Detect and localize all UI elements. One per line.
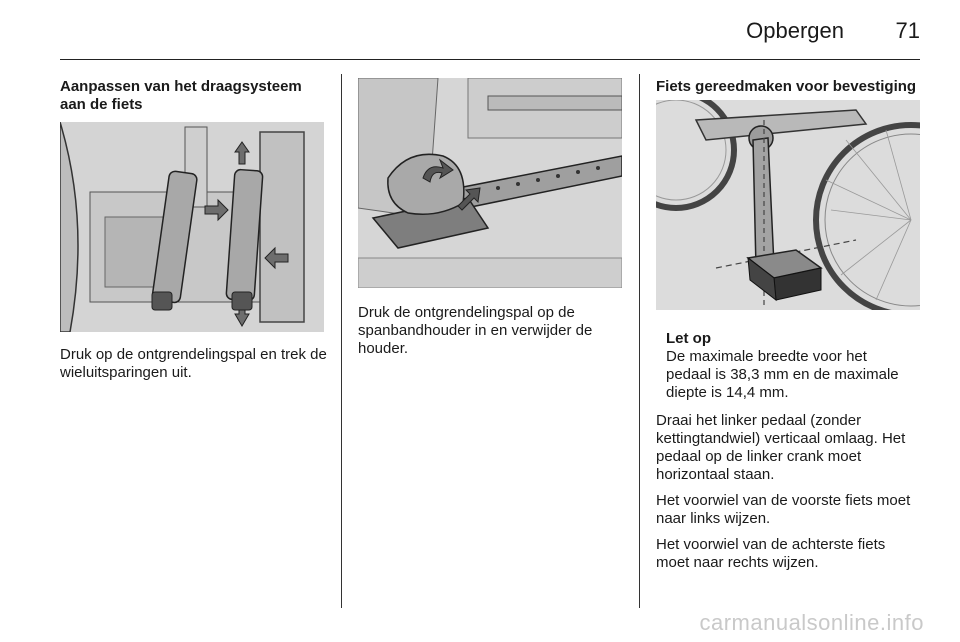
col3-heading: Fiets gereedmaken voor bevestiging bbox=[656, 78, 917, 95]
col3-paragraph-1: Draai het linker pedaal (zonder kettingtandwiel) verticaal omlaag. Het pedaal op de linker crank moet horizontaal staan. bbox=[656, 412, 906, 483]
note-title: Let op bbox=[666, 330, 711, 347]
section-title: Opbergen bbox=[746, 18, 844, 43]
col2-paragraph: Druk de ontgrendelingspal op de spanbandhouder in en verwijder de houder. bbox=[358, 304, 593, 357]
column-3-text bbox=[656, 330, 916, 572]
column-1 bbox=[60, 78, 330, 114]
page-number: 71 bbox=[895, 18, 920, 43]
watermark: carmanualsonline.info bbox=[699, 610, 924, 635]
note-box bbox=[656, 330, 916, 402]
column-divider-1 bbox=[341, 74, 342, 608]
column-1-text bbox=[60, 346, 330, 382]
page-header bbox=[60, 0, 920, 60]
column-3 bbox=[656, 78, 922, 96]
column-2-text bbox=[358, 304, 626, 358]
col1-paragraph: Druk op de ontgrendelingspal en trek de wieluitsparingen uit. bbox=[60, 346, 327, 381]
figure-bike-pedal bbox=[656, 100, 920, 310]
column-divider-2 bbox=[639, 74, 640, 608]
col3-paragraph-3: Het voorwiel van de achterste fiets moet naar rechts wijzen. bbox=[656, 536, 886, 571]
note-text: De maximale breedte voor het pedaal is 38,3 mm en de maximale diepte is 14,4 mm. bbox=[666, 348, 899, 401]
col3-paragraph-2: Het voorwiel van de voorste fiets moet naar links wijzen. bbox=[656, 492, 911, 527]
figure-strap-holder bbox=[358, 78, 622, 288]
figure-rack-adjust bbox=[60, 122, 324, 332]
col1-heading: Aanpassen van het draagsysteem aan de fiets bbox=[60, 78, 302, 113]
